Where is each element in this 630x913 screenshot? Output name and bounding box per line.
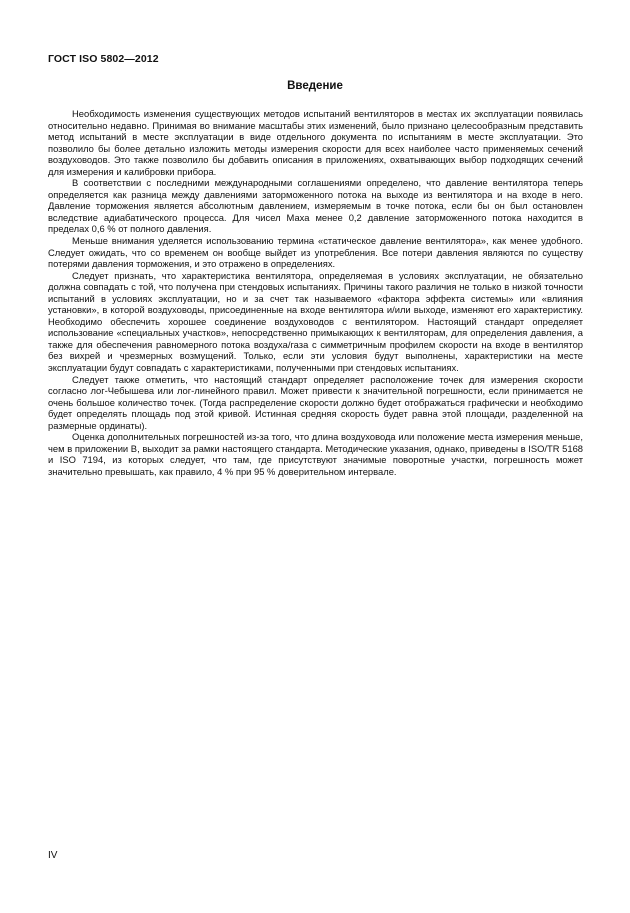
paragraph: Следует признать, что характеристика вентилятора, определяемая в условиях эксплуатации, не обязательно должна совпадать с той, что получена при стендовых испытаниях. Причины такого различия не только в низкой точности испытаний в условиях эксплуатации, но и за счет так называемого «фактора эффекта системы» или «влияния установки», в которой воздуховоды, присоединенные на входе вентилятора и/или выходе, изменяют его характеристику. Необходимо обеспечить хорошее соединение воздуховодов с вентилятором. Настоящий стандарт определяет использование «специальных участков», непосредственно примыкающих к вентиляторам, для определения давления, а также для обеспечения равномерного потока воздуха/газа с симметричным профилем скорости на входе в вентилятор без вихрей и чрезмерных возмущений. Только, если эти условия будут выполнены, характеристики на месте эксплуатации будут совпадать с характеристиками, полученными при стендовых испытаниях.	[48, 269, 583, 374]
paragraph: Необходимость изменения существующих методов испытаний вентиляторов в местах их эксплуатации появилась относительно недавно. Принимая во внимание масштабы этих изменений, было признано целесообразным представить метод испытаний в месте эксплуатации в виде отдельного документа по испытаниям в месте эксплуатации. Это позволило бы более детально изложить методы измерения скорости для всех наиболее часто применяемых сечений воздуховодов. Это также позволило бы добавить описания в приложениях, охватывающих выбор подходящих сечений для измерения и калибровки прибора.	[48, 108, 583, 177]
document-body	[48, 108, 583, 478]
paragraph: Меньше внимания уделяется использованию термина «статическое давление вентилятора», как менее удобного. Следует ожидать, что со временем он вообще выйдет из употребления. Все потери давления являются по существу потерями давления торможения, и это отражено в определениях.	[48, 235, 583, 270]
document-header: ГОСТ ISO 5802—2012	[48, 53, 159, 65]
paragraph: Оценка дополнительных погрешностей из-за того, что длина воздуховода или положение места измерения меньше, чем в приложении В, выходит за рамки настоящего стандарта. Методические указания, однако, приведены в ISO/TR 5168 и ISO 7194, из которых следует, что там, где присутствуют значимые поворотные участки, погрешность может значительно превышать, как правило, 4 % при 95 % доверительном интервале.	[48, 431, 583, 477]
section-title: Введение	[287, 80, 343, 92]
page-number: IV	[48, 850, 58, 861]
paragraph: В соответствии с последними международными соглашениями определено, что давление вентилятора теперь определяется как разница между давлениями заторможенного потока на выходе из вентилятора и на входе в него. Давление торможения является абсолютным давлением, измеряемым в точке потока, если бы он был остановлен вследствие адиабатического процесса. Для чисел Маха менее 0,2 давление заторможенного потока находится в пределах 0,6 % от полного давления.	[48, 177, 583, 235]
paragraph: Следует также отметить, что настоящий стандарт определяет расположение точек для измерения скорости согласно лог-Чебышева или лог-линейного правил. Может привести к значительной погрешности, если принимается не очень большое количество точек. (Тогда распределение скорости должно будет отображаться графически и необходимо будет определять площадь под этой кривой. Истинная средняя скорость будет равна этой площади, разделенной на размерные ординаты).	[48, 373, 583, 431]
